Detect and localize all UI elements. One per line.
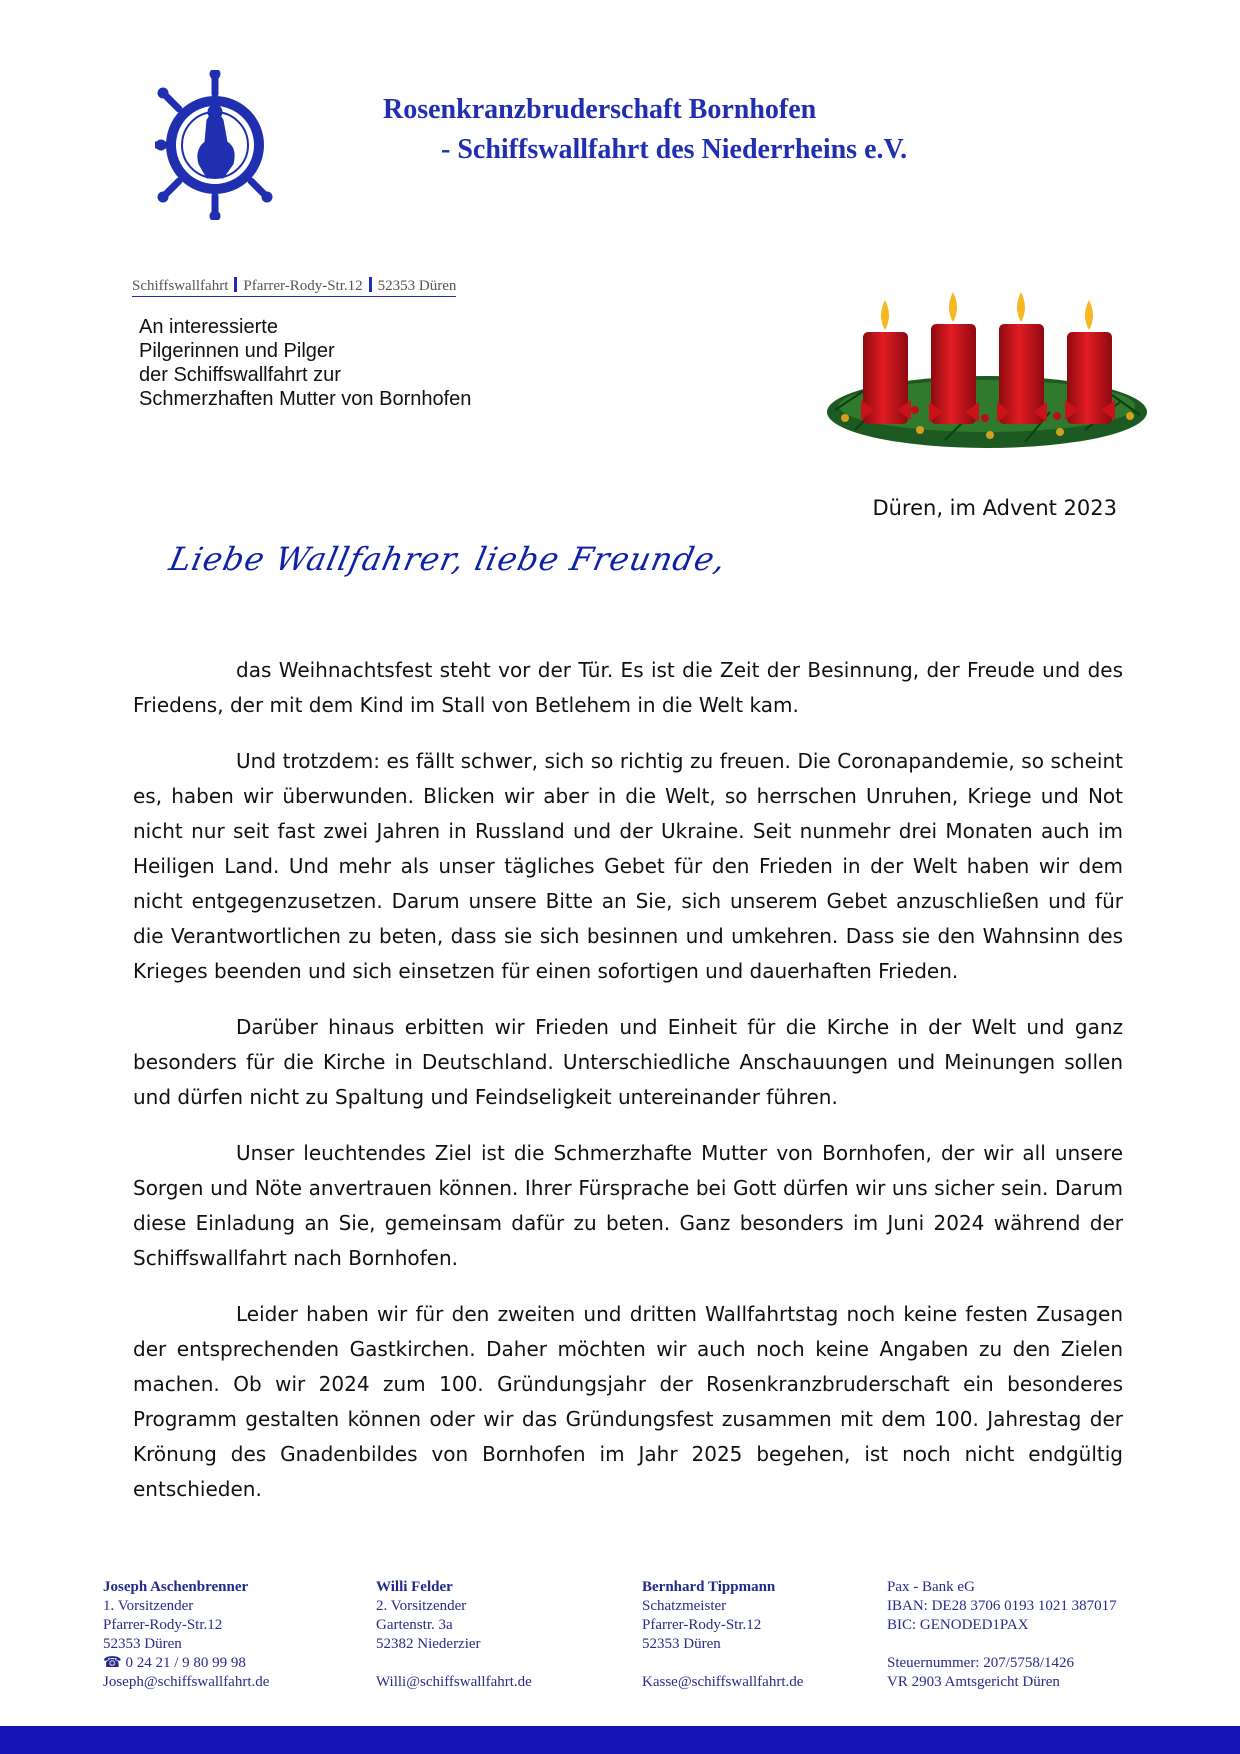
organization-name: Rosenkranzbruderschaft Bornhofen [383,94,817,125]
footer-bank-name: Pax - Bank eG [887,1579,975,1595]
advent-wreath-image [825,290,1150,460]
footer-iban: IBAN: DE28 3706 0193 1021 387017 [887,1598,1117,1614]
body-paragraph: Darüber hinaus erbitten wir Frieden und Einheit für die Kirche in der Welt und ganz besonders für die Kirche in Deutschland. Unterschiedliche Anschauungen und Meinungen sollen und dürfen nicht zu Spaltung und Feindseligkeit untereinander führen. [133,1015,1123,1109]
footer-street: Gartenstr. 3a [376,1617,453,1633]
organization-title [383,90,1083,170]
footer-city: 52353 Düren [642,1636,721,1652]
footer-tax-number: Steuernummer: 207/5758/1426 [887,1655,1075,1671]
footer-name: Joseph Aschenbrenner [103,1579,249,1595]
body-paragraph: Leider haben wir für den zweiten und dritten Wallfahrtstag noch keine festen Zusagen der entsprechenden Gastkirchen. Daher möchten wir auch noch keine Angaben zu den Zielen machen. Ob wir 2024 zum 100. Gründungsjahr der Rosenkranzbruderschaft ein besonderes Programm gestalten können oder wir das Gründungsfest zusammen mit dem 100. Jahrestag der Krönung des Gnadenbildes von Bornhofen im Jahr 2025 begehen, ist noch nicht endgültig entschieden. [133,1302,1123,1501]
letter-date: Düren, im Advent 2023 [872,496,1117,520]
footer-email[interactable]: Willi@schiffswallfahrt.de [376,1674,532,1690]
footer-role: Schatzmeister [642,1598,727,1614]
sender-city: 52353 Düren [377,278,457,294]
footer-column-vice-chairman [376,1578,532,1692]
recipient-line: Pilgerinnen und Pilger [139,340,335,362]
footer-column-bank [887,1578,1117,1692]
sender-name: Schiffswallfahrt [132,278,229,294]
footer-role: 1. Vorsitzender [103,1598,194,1614]
footer-column-treasurer [642,1578,803,1692]
footer-spacer [642,1654,803,1673]
footer-spacer [376,1654,532,1673]
footer-email[interactable]: Joseph@schiffswallfahrt.de [103,1674,270,1690]
telephone-icon: ☎ [103,1655,122,1671]
recipient-line: An interessierte [139,316,278,338]
handwritten-salutation: Liebe Wallfahrer, liebe Freunde, [165,540,730,578]
footer-name: Bernhard Tippmann [642,1579,776,1595]
separator-bar [234,277,237,292]
footer-name: Willi Felder [376,1579,453,1595]
sender-street: Pfarrer-Rody-Str.12 [243,278,363,294]
footer-email[interactable]: Kasse@schiffswallfahrt.de [642,1674,804,1690]
organization-subtitle: - Schiffswallfahrt des Niederrheins e.V. [441,134,908,165]
footer-city: 52382 Niederzier [376,1636,481,1652]
footer-bic: BIC: GENODED1PAX [887,1617,1029,1633]
footer-phone-number: 0 24 21 / 9 80 99 98 [125,1655,246,1671]
sender-address-line [132,277,456,297]
body-paragraph: Unser leuchtendes Ziel ist die Schmerzhafte Mutter von Bornhofen, der wir all unsere Sorgen und Nöte anvertrauen können. Ihrer Fürsprache bei Gott dürfen wir uns sicher sein. Darum diese Einladung an Sie, gemeinsam dafür zu beten. Ganz besonders im Juni 2024 während der Schiffswallfahrt nach Bornhofen. [133,1141,1123,1270]
footer-phone [103,1654,269,1673]
recipient-line: der Schiffswallfahrt zur [139,364,341,386]
footer-role: 2. Vorsitzender [376,1598,467,1614]
recipient-address [139,315,471,411]
footer-spacer [887,1635,1117,1654]
footer-register: VR 2903 Amtsgericht Düren [887,1674,1060,1690]
footer-color-bar [0,1726,1240,1754]
footer-column-chairman [103,1578,269,1692]
footer-city: 52353 Düren [103,1636,182,1652]
footer-street: Pfarrer-Rody-Str.12 [642,1617,762,1633]
ship-wheel-logo [155,70,285,220]
body-paragraph: das Weihnachtsfest steht vor der Tür. Es ist die Zeit der Besinnung, der Freude und des Friedens, der mit dem Kind im Stall von Betlehem in die Welt kam. [133,658,1123,717]
body-paragraph: Und trotzdem: es fällt schwer, sich so richtig zu freuen. Die Coronapandemie, so scheint es, haben wir überwunden. Blicken wir aber in die Welt, so herrschen Unruhen, Kriege und Not nicht nur seit fast zwei Jahren in Russland und der Ukraine. Seit nunmehr drei Monaten auch im Heiligen Land. Und mehr als unser tägliches Gebet für den Frieden in der Welt haben wir dem nicht entgegenzusetzen. Darum unsere Bitte an Sie, sich unserem Gebet anzuschließen und für die Verantwortlichen zu beten, dass sie sich besinnen und umkehren. Dass sie den Wahnsinn des Krieges beenden und sich einsetzen für einen sofortigen und dauerhaften Frieden. [133,749,1123,983]
separator-bar [369,277,372,292]
letter-body [133,653,1123,1528]
recipient-line: Schmerzhaften Mutter von Bornhofen [139,388,472,410]
footer-street: Pfarrer-Rody-Str.12 [103,1617,223,1633]
